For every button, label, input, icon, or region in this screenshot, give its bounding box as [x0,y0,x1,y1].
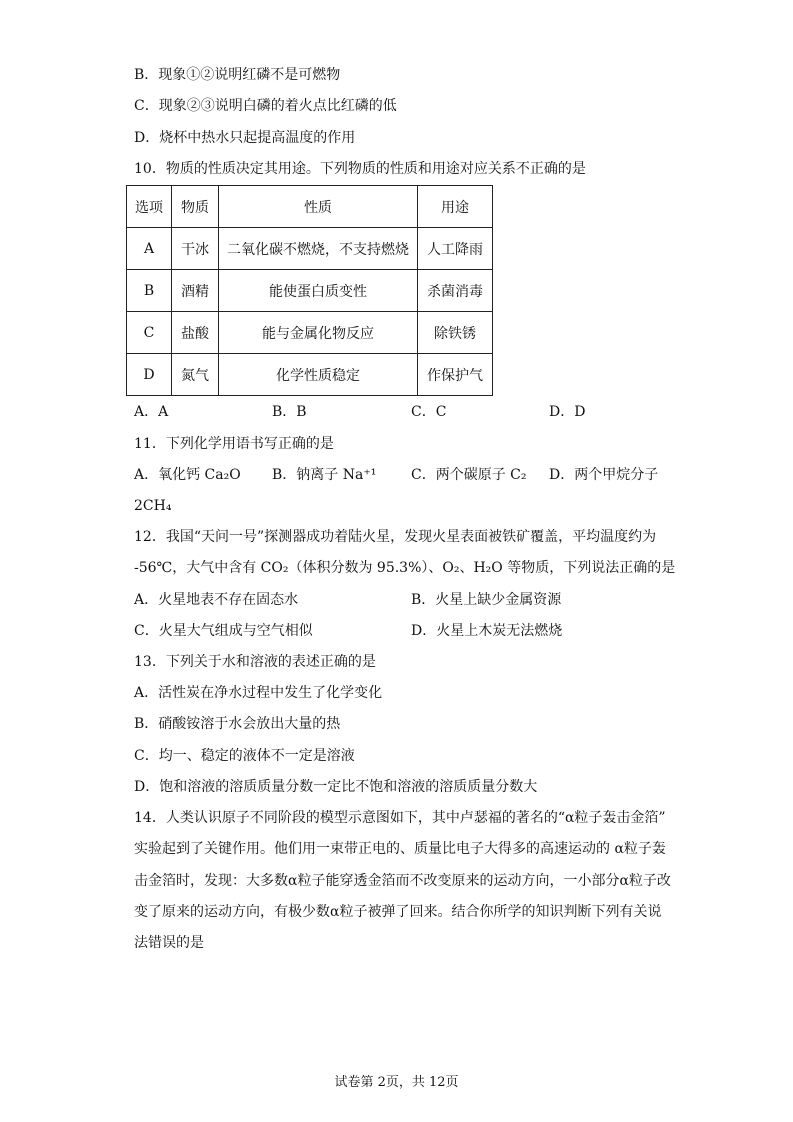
q11-option-b: B．钠离子 Na⁺¹ [272,467,377,483]
q11-option-c: C．两个碳原子 C₂ [411,467,527,483]
q14-line-4: 变了原来的运动方向，有极少数α粒子被弹了回来。结合你所学的知识判断下列有关说 [134,904,662,920]
table-header-row [127,186,493,228]
page-footer: 试卷第 2页，共 12页 [334,1075,459,1090]
table-cell: 化学性质稳定 [219,354,418,396]
table-cell: 杀菌消毒 [418,270,493,312]
table-cell: 除铁锈 [418,312,493,354]
table-cell: 盐酸 [172,312,219,354]
q14-line-3: 击金箔时，发现：大多数α粒子能穿透金箔而不改变原来的运动方向，一小部分α粒子改 [134,873,671,889]
q9-option-b: B．现象①②说明红磷不是可燃物 [134,67,341,83]
q11-option-a: A．氧化钙 Ca₂O [134,467,241,483]
q12-option-d: D．火星上木炭无法燃烧 [411,623,563,639]
table-cell: 酒精 [172,270,219,312]
q11-stem: 11．下列化学用语书写正确的是 [134,436,334,452]
q12-stem-line-2: -56℃，大气中含有 CO₂（体积分数为 95.3%）、O₂、H₂O 等物质，下列说法正确的是 [134,560,676,576]
table-cell: 二氧化碳不燃烧，不支持燃烧 [219,228,418,270]
q12-stem-line-1: 12．我国“天问一号”探测器成功着陆火星，发现火星表面被铁矿覆盖，平均温度约为 [134,529,657,545]
q9-option-d: D．烧杯中热水只起提高温度的作用 [134,130,356,146]
q12-option-c: C．火星大气组成与空气相似 [134,623,313,639]
table-cell: 干冰 [172,228,219,270]
table-cell: D [127,354,172,396]
table-cell: 人工降雨 [418,228,493,270]
q11-option-d-wrap: 2CH₄ [134,498,172,514]
table-cell: B [127,270,172,312]
q9-option-c: C．现象②③说明白磷的着火点比红磷的低 [134,98,397,114]
table-row [127,354,493,396]
q14-line-1: 14．人类认识原子不同阶段的模型示意图如下，其中卢瑟福的著名的“α粒子轰击金箔” [134,810,666,826]
table-cell: 作保护气 [418,354,493,396]
q10-option-d: D．D [549,404,586,420]
header-substance: 物质 [172,186,219,228]
table-cell: A [127,228,172,270]
q13-option-c: C．均一、稳定的液体不一定是溶液 [134,748,355,764]
q14-line-5: 法错误的是 [134,935,204,951]
q10-option-a: A．A [134,404,169,420]
q14-line-2: 实验起到了关键作用。他们用一束带正电的、质量比电子大得多的高速运动的 α粒子轰 [134,841,666,857]
q13-option-a: A．活性炭在净水过程中发生了化学变化 [134,685,383,701]
header-property: 性质 [219,186,418,228]
table-cell: C [127,312,172,354]
q10-stem: 10．物质的性质决定其用途。下列物质的性质和用途对应关系不正确的是 [134,161,586,177]
q12-option-a: A．火星地表不存在固态水 [134,592,299,608]
properties-table [126,185,493,396]
table-row [127,228,493,270]
table-cell: 能使蛋白质变性 [219,270,418,312]
header-option: 选项 [127,186,172,228]
q13-stem: 13．下列关于水和溶液的表述正确的是 [134,654,376,670]
q11-option-d: D．两个甲烷分子 [549,467,659,483]
q10-option-c: C．C [411,404,447,420]
table-row [127,312,493,354]
table-row [127,270,493,312]
table-cell: 氮气 [172,354,219,396]
q10-option-b: B．B [272,404,307,420]
q13-option-d: D．饱和溶液的溶质质量分数一定比不饱和溶液的溶质质量分数大 [134,779,538,795]
header-use: 用途 [418,186,493,228]
table-cell: 能与金属化物反应 [219,312,418,354]
q13-option-b: B．硝酸铵溶于水会放出大量的热 [134,716,341,732]
q12-option-b: B．火星上缺少金属资源 [411,592,562,608]
